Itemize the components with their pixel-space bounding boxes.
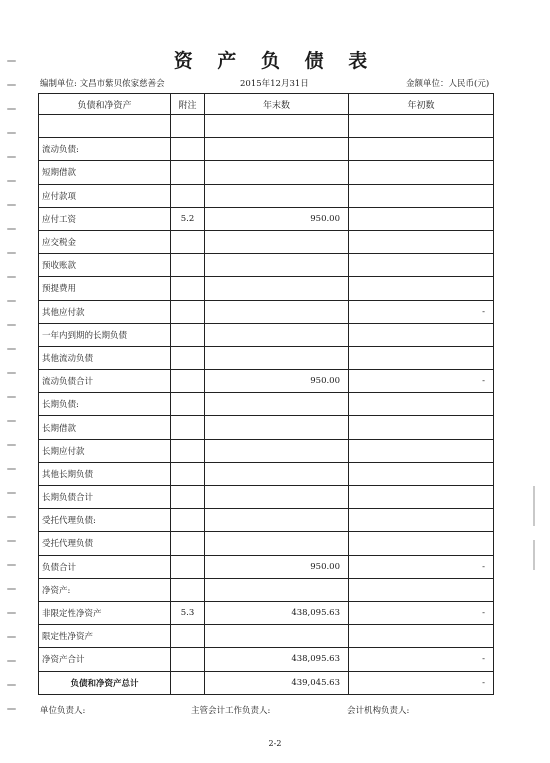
row-note [171,277,205,300]
row-note [171,648,205,671]
table-row [39,462,494,485]
accounting-dept-signature: 会计机构负责人: [347,706,410,716]
row-year-begin-value: - [349,601,494,624]
row-item-name: 应付工资 [39,207,171,230]
table-row [39,393,494,416]
row-note [171,671,205,694]
row-item-name: 负债和净资产总计 [39,671,171,694]
table-row [39,416,494,439]
table-row [39,323,494,346]
row-note [171,439,205,462]
table-row [39,277,494,300]
row-note [171,555,205,578]
table-header-row [39,94,494,115]
binding-hole-mark [7,564,16,566]
row-year-begin-value [349,254,494,277]
table-row [39,161,494,184]
page-title: 资 产 负 债 表 [173,50,377,72]
row-note [171,115,205,138]
table-row [39,601,494,624]
page-number: 2-2 [268,739,282,748]
row-year-begin-value [349,532,494,555]
row-year-begin-value [349,625,494,648]
row-year-end-value: 950.00 [205,370,349,393]
row-item-name: 非限定性净资产 [39,601,171,624]
row-year-begin-value [349,416,494,439]
row-item-name: 受托代理负债: [39,509,171,532]
row-year-end-value [205,439,349,462]
row-note [171,625,205,648]
compiling-unit: 编制单位: 文昌市紫贝侬家慈善会 [40,79,165,89]
row-note [171,509,205,532]
table-row [39,555,494,578]
table-row [39,625,494,648]
header-year-end: 年末数 [205,94,349,115]
binding-hole-mark [7,300,16,302]
table-row [39,138,494,161]
row-year-end-value: 438,095.63 [205,601,349,624]
row-year-begin-value [349,138,494,161]
row-year-end-value [205,393,349,416]
row-note [171,161,205,184]
binding-hole-mark [7,420,16,422]
binding-hole-mark [7,156,16,158]
unit-head-signature: 单位负责人: [40,706,86,716]
row-item-name: 净资产: [39,578,171,601]
binding-hole-mark [7,204,16,206]
row-item-name: 流动负债: [39,138,171,161]
row-note [171,346,205,369]
row-note: 5.2 [171,207,205,230]
binding-hole-mark [7,60,16,62]
row-note [171,486,205,509]
binding-hole-mark [7,612,16,614]
currency-unit: 金额单位：人民币(元) [406,79,490,89]
balance-sheet-table [38,93,494,695]
header-note: 附注 [171,94,205,115]
row-year-end-value [205,532,349,555]
row-note [171,230,205,253]
row-note [171,532,205,555]
row-item-name: 一年内到期的长期负债 [39,323,171,346]
row-item-name: 长期应付款 [39,439,171,462]
row-item-name: 长期借款 [39,416,171,439]
row-year-begin-value: - [349,370,494,393]
row-year-begin-value [349,184,494,207]
table-row [39,486,494,509]
row-year-end-value [205,184,349,207]
binding-hole-mark [7,372,16,374]
table-row [39,300,494,323]
row-item-name: 预提费用 [39,277,171,300]
row-note [171,393,205,416]
row-item-name: 应交税金 [39,230,171,253]
row-year-begin-value [349,161,494,184]
row-note [171,462,205,485]
binding-hole-mark [7,588,16,590]
accounting-head-signature: 主管会计工作负责人: [191,706,271,716]
row-item-name: 预收账款 [39,254,171,277]
table-row [39,509,494,532]
row-year-end-value [205,509,349,532]
row-year-begin-value [349,115,494,138]
row-item-name: 限定性净资产 [39,625,171,648]
row-item-name [39,115,171,138]
binding-hole-mark [7,492,16,494]
table-body [39,115,494,695]
header-liabilities-net-assets: 负债和净资产 [39,94,171,115]
table-row [39,671,494,694]
header-year-begin: 年初数 [349,94,494,115]
row-year-begin-value [349,277,494,300]
row-item-name: 负债合计 [39,555,171,578]
binding-hole-mark [7,660,16,662]
scan-edge-mark [533,540,535,570]
row-year-begin-value [349,486,494,509]
table-row [39,370,494,393]
binding-hole-mark [7,348,16,350]
row-note: 5.3 [171,601,205,624]
row-year-begin-value [349,439,494,462]
row-year-begin-value [349,509,494,532]
table-row [39,578,494,601]
row-year-end-value [205,625,349,648]
row-year-end-value [205,138,349,161]
binding-hole-mark [7,396,16,398]
row-year-end-value [205,115,349,138]
binding-hole-mark [7,252,16,254]
binding-hole-mark [7,684,16,686]
binding-hole-mark [7,228,16,230]
binding-hole-mark [7,468,16,470]
table-row [39,230,494,253]
table-row [39,184,494,207]
row-year-begin-value: - [349,555,494,578]
row-year-begin-value: - [349,671,494,694]
row-item-name: 流动负债合计 [39,370,171,393]
row-year-end-value [205,486,349,509]
binding-hole-mark [7,540,16,542]
row-year-end-value: 950.00 [205,207,349,230]
row-item-name: 其他应付款 [39,300,171,323]
binding-hole-mark [7,132,16,134]
row-note [171,323,205,346]
table-row [39,439,494,462]
row-note [171,300,205,323]
row-year-end-value: 438,095.63 [205,648,349,671]
table-row [39,115,494,138]
table-row [39,254,494,277]
binding-hole-mark [7,708,16,710]
table-row [39,346,494,369]
row-note [171,138,205,161]
row-year-end-value [205,323,349,346]
table-row [39,207,494,230]
row-item-name: 净资产合计 [39,648,171,671]
row-year-begin-value [349,323,494,346]
row-year-end-value [205,277,349,300]
row-year-begin-value [349,230,494,253]
row-year-begin-value [349,346,494,369]
row-note [171,184,205,207]
scan-edge-mark [533,486,535,526]
row-note [171,578,205,601]
binding-hole-mark [7,276,16,278]
binding-hole-mark [7,636,16,638]
row-item-name: 其他流动负债 [39,346,171,369]
row-year-begin-value [349,393,494,416]
row-year-end-value [205,230,349,253]
row-note [171,370,205,393]
report-date: 2015年12月31日 [240,79,309,89]
row-year-begin-value [349,578,494,601]
row-note [171,254,205,277]
row-year-end-value: 439,045.63 [205,671,349,694]
row-item-name: 长期负债: [39,393,171,416]
row-year-end-value [205,416,349,439]
table-row [39,648,494,671]
table-row [39,532,494,555]
binding-hole-mark [7,444,16,446]
row-year-end-value: 950.00 [205,555,349,578]
row-year-end-value [205,578,349,601]
row-note [171,416,205,439]
row-item-name: 应付款项 [39,184,171,207]
binding-hole-mark [7,324,16,326]
binding-hole-mark [7,108,16,110]
row-year-begin-value [349,207,494,230]
row-year-end-value [205,254,349,277]
row-item-name: 短期借款 [39,161,171,184]
binding-hole-mark [7,180,16,182]
row-year-end-value [205,346,349,369]
row-year-begin-value: - [349,300,494,323]
row-year-end-value [205,462,349,485]
row-year-end-value [205,161,349,184]
row-year-begin-value [349,462,494,485]
row-item-name: 长期负债合计 [39,486,171,509]
row-item-name: 其他长期负债 [39,462,171,485]
row-year-end-value [205,300,349,323]
row-item-name: 受托代理负债 [39,532,171,555]
binding-hole-mark [7,84,16,86]
row-year-begin-value: - [349,648,494,671]
binding-hole-mark [7,516,16,518]
